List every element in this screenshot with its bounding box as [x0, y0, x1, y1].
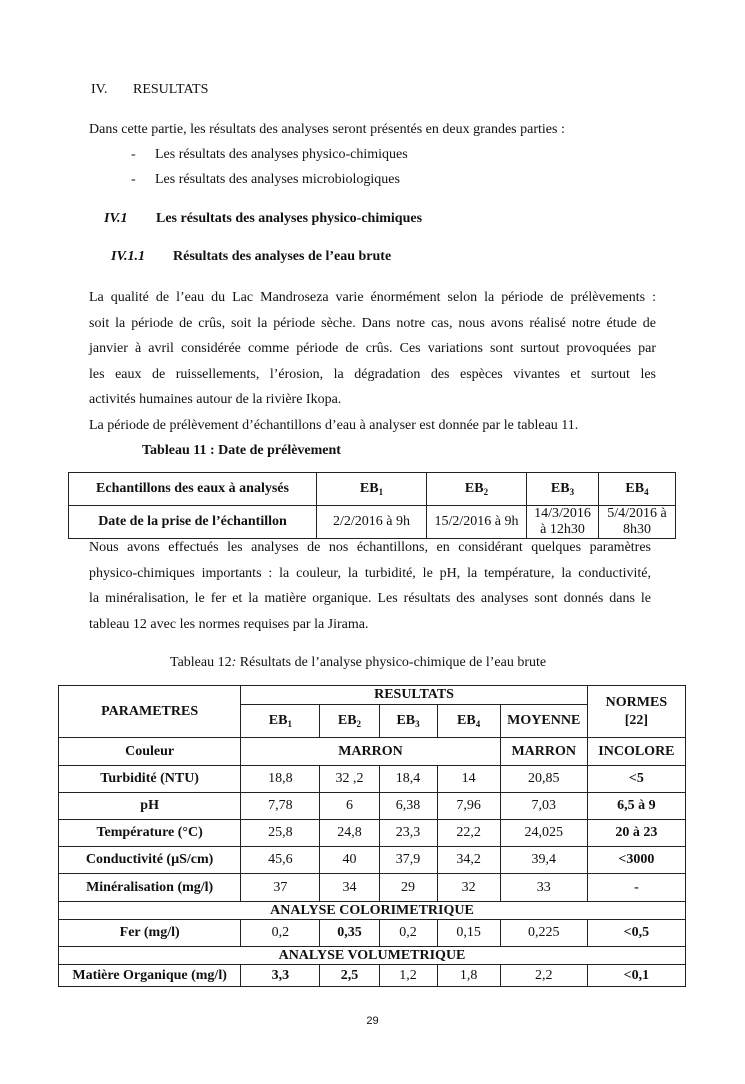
section-number: IV.: [91, 82, 108, 97]
table12-cell: 7,96: [437, 793, 500, 820]
paragraph-line: activités humaines autour de la rivière Ikopa.: [89, 392, 342, 407]
table12-couleur-moyenne: MARRON: [500, 738, 587, 766]
paragraph-line: les eaux de ruissellements, l’érosion, la dégradation des espèces vivantes et surtout les: [89, 366, 656, 382]
table11-header-label: Echantillons des eaux à analysés: [69, 473, 317, 506]
table12-cell: 14: [437, 766, 500, 793]
table11-date-cell: 15/2/2016 à 9h: [427, 506, 527, 539]
paragraph-line: soit la période de crûs, soit la période sèche. Dans notre cas, nous avons réalisé notre étude de: [89, 315, 656, 331]
table12-norme-cell: <0,5: [587, 920, 685, 947]
table12-cell: 34,2: [437, 847, 500, 874]
table12-cell: 0,225: [500, 920, 587, 947]
table12-row-label: Température (°C): [59, 820, 241, 847]
table11-sample-header: $EB_2$: [427, 473, 527, 506]
subsection-title: Les résultats des analyses physico-chimiques: [156, 211, 423, 226]
bullet-item: Les résultats des analyses physico-chimiques: [155, 147, 408, 162]
paragraph-line: La période de prélèvement d’échantillons d’eau à analyser est donnée par le tableau 11.: [89, 417, 579, 433]
intro-text: Dans cette partie, les résultats des analyses seront présentés en deux grandes parties :: [89, 122, 565, 137]
paragraph-line: janvier à avril considérée comme période de crûs. Ces variations sont surtout provoquées par: [89, 341, 656, 356]
subsubsection-title: Résultats des analyses de l’eau brute: [173, 249, 392, 264]
table12-cell: 29: [379, 874, 437, 902]
paragraph-line: La qualité de l’eau du Lac Mandroseza varie énormément selon la période de prélèvements :: [89, 290, 656, 305]
table12-cell: 22,2: [437, 820, 500, 847]
paragraph-line: physico-chimiques importants : la couleur, la turbidité, le pH, la température, la conductivité,: [89, 565, 651, 581]
bullet-marker: -: [131, 147, 136, 162]
table12-couleur-norme: INCOLORE: [587, 738, 685, 766]
paragraph-water-quality: [89, 285, 656, 438]
bullet-item: Les résultats des analyses microbiologiques: [155, 172, 400, 187]
table12-sample-header: $EB_4$: [437, 705, 500, 738]
table12-cell: 1,2: [379, 965, 437, 987]
table12-cell: 0,2: [379, 920, 437, 947]
table12-cell: 24,8: [320, 820, 379, 847]
table-row: [59, 965, 686, 987]
table12-cell: 37,9: [379, 847, 437, 874]
table12-cell: 6: [320, 793, 379, 820]
paragraph-line: tableau 12 avec les normes requises par la Jirama.: [89, 616, 369, 632]
paragraph-parameters: [89, 535, 651, 637]
table12-row-label: Minéralisation (mg/l): [59, 874, 241, 902]
table-row: [59, 766, 686, 793]
table12-header-resultats: RESULTATS: [241, 686, 588, 705]
table12-row-label: pH: [59, 793, 241, 820]
table-row: [59, 847, 686, 874]
table12-cell: 2,5: [320, 965, 379, 987]
table12-cell: 7,03: [500, 793, 587, 820]
table12-norme-cell: -: [587, 874, 685, 902]
table12-cell: 2,2: [500, 965, 587, 987]
table11-caption: Tableau 11 : Date de prélèvement: [142, 443, 341, 458]
table12-cell: 40: [320, 847, 379, 874]
table12-norme-cell: 20 à 23: [587, 820, 685, 847]
bullet-marker: -: [131, 172, 136, 187]
table12-sample-header: $EB_2$: [320, 705, 379, 738]
table-row: [59, 874, 686, 902]
table12-norme-cell: <5: [587, 766, 685, 793]
table12-section-colorimetrique: ANALYSE COLORIMETRIQUE: [59, 902, 686, 920]
table12-norme-cell: 6,5 à 9: [587, 793, 685, 820]
table12-cell: 34: [320, 874, 379, 902]
page-number: 29: [366, 1015, 379, 1027]
table12-cell: 37: [241, 874, 320, 902]
table12-cell: 7,78: [241, 793, 320, 820]
table12-norme-cell: <0,1: [587, 965, 685, 987]
table11-sample-header: $EB_3$: [527, 473, 599, 506]
table12-couleur-value: MARRON: [241, 738, 500, 766]
table12-cell: 24,025: [500, 820, 587, 847]
table12-cell: 1,8: [437, 965, 500, 987]
paragraph-line: Nous avons effectués les analyses de nos échantillons, en considérant quelques paramètres: [89, 540, 651, 555]
table11-sample-header: $EB_1$: [317, 473, 427, 506]
table12-row-label: Turbidité (NTU): [59, 766, 241, 793]
subsection-number: IV.1: [104, 211, 128, 226]
table12-row-label: Matière Organique (mg/l): [59, 965, 241, 987]
table12-header-parametres: PARAMETRES: [59, 686, 241, 738]
table11-sample-header: $EB_4$: [599, 473, 676, 506]
section-title: RESULTATS: [133, 82, 209, 97]
table11-date-cell: 2/2/2016 à 9h: [317, 506, 427, 539]
table12-sample-header: $EB_3$: [379, 705, 437, 738]
table12-cell: 0,35: [320, 920, 379, 947]
table12-cell: 18,4: [379, 766, 437, 793]
table12-row-label: Fer (mg/l): [59, 920, 241, 947]
table12-cell: 45,6: [241, 847, 320, 874]
table12-cell: 0,2: [241, 920, 320, 947]
table12-header-normes: NORMES [22]: [587, 686, 685, 738]
table12-cell: 0,15: [437, 920, 500, 947]
table12-caption: Tableau 12: Résultats de l’analyse physico-chimique de l’eau brute: [170, 655, 547, 670]
table-row: [59, 793, 686, 820]
paragraph-line: la minéralisation, le fer et la matière organique. Les résultats des analyses sont donnés dans le: [89, 591, 651, 606]
table12-section-volumetrique: ANALYSE VOLUMETRIQUE: [59, 947, 686, 965]
table12-cell: 33: [500, 874, 587, 902]
table12-cell: 3,3: [241, 965, 320, 987]
table12-row-label: Couleur: [59, 738, 241, 766]
table12-moyenne-header: MOYENNE: [500, 705, 587, 738]
table-row: [59, 820, 686, 847]
subsubsection-number: IV.1.1: [111, 249, 145, 264]
table-12-results: [58, 685, 686, 987]
table12-cell: 23,3: [379, 820, 437, 847]
table12-cell: 25,8: [241, 820, 320, 847]
table12-cell: 32: [437, 874, 500, 902]
table12-sample-header: $EB_1$: [241, 705, 320, 738]
table12-row-label: Conductivité (µS/cm): [59, 847, 241, 874]
table-11-dates: [68, 472, 676, 539]
table12-cell: 18,8: [241, 766, 320, 793]
table12-cell: 32 ,2: [320, 766, 379, 793]
table-row: [59, 920, 686, 947]
table12-cell: 20,85: [500, 766, 587, 793]
table12-cell: 39,4: [500, 847, 587, 874]
table11-row-label: Date de la prise de l’échantillon: [69, 506, 317, 539]
table12-norme-cell: <3000: [587, 847, 685, 874]
table12-cell: 6,38: [379, 793, 437, 820]
table11-date-cell: 14/3/2016 à 12h30: [527, 506, 599, 539]
table11-date-cell: 5/4/2016 à 8h30: [599, 506, 676, 539]
